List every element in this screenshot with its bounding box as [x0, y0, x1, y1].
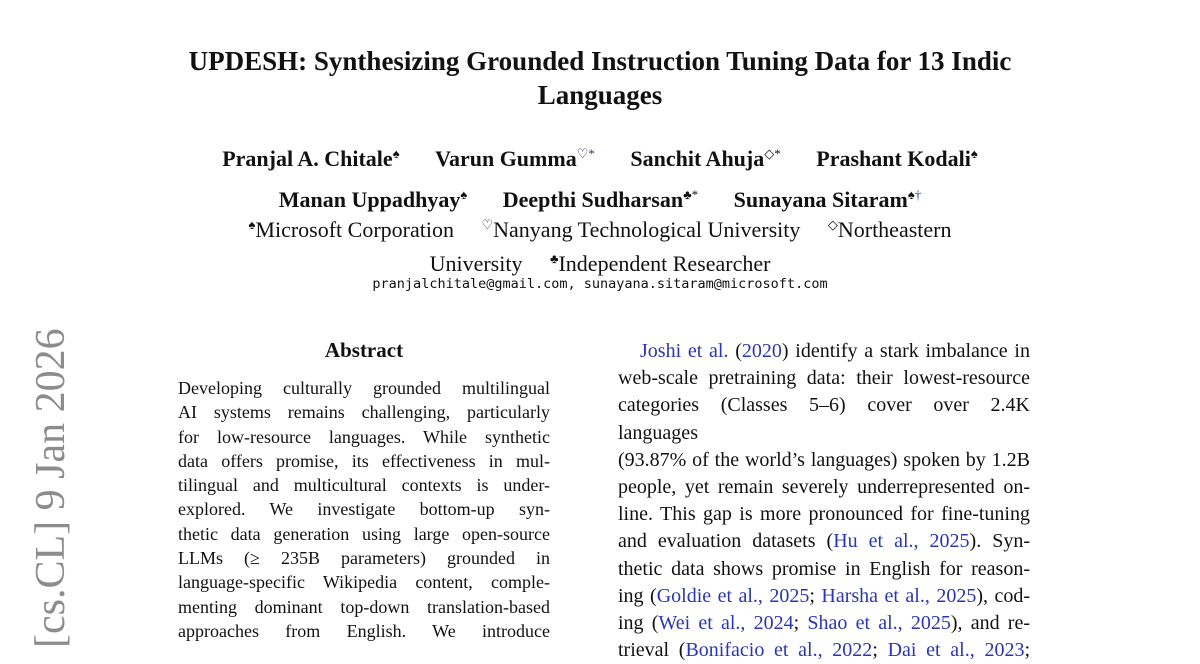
abstract-line: AI systems remains challenging, particularly [178, 402, 550, 423]
introduction-body [618, 338, 1030, 664]
author-name: Sanchit Ahuja [630, 146, 765, 171]
intro-line: ing (Wei et al., 2024; Shao et al., 2025), and re- [618, 612, 1030, 635]
affiliation-mark: ♠ [460, 187, 468, 202]
citation-link[interactable]: Hu et al., 2025 [833, 530, 970, 553]
affiliation-ntu [482, 210, 801, 244]
abstract-line: menting dominant top-down translation-based [178, 596, 550, 617]
abstract-line: tilingual and multicultural contexts is under- [178, 475, 550, 496]
abstract-line: LLMs (≥ 235B parameters) grounded in [178, 548, 550, 569]
citation-link[interactable]: Harsha et al., 2025 [821, 584, 977, 607]
affiliation-northeastern [828, 210, 952, 244]
affiliation-mark: ♠ [392, 146, 400, 161]
author-name: Deepthi Sudharsan [502, 187, 684, 212]
affiliation-name: Microsoft Corporation [255, 217, 454, 242]
intro-line: and evaluation datasets (Hu et al., 2025). Syn- [618, 530, 1031, 553]
author-emails[interactable]: pranjalchitale@gmail.com, sunayana.sitaram@microsoft.com [372, 276, 828, 292]
affiliation-mark: ♣* [683, 187, 699, 202]
author-list [140, 136, 1060, 218]
affiliation-name: Independent Researcher [558, 251, 771, 276]
abstract-line: language-specific Wikipedia content, comple- [178, 572, 550, 593]
citation-year-link[interactable]: 2020 [741, 340, 782, 362]
author-name: Manan Uppadhyay [278, 187, 461, 212]
intro-line: categories (Classes 5–6) cover over 2.4K languages [618, 394, 1030, 444]
intro-line: trieval (Bonifacio et al., 2022; Dai et al., 2023; [618, 639, 1030, 662]
author-gumma [435, 136, 595, 177]
citation-link[interactable]: Bonifacio et al., 2022 [685, 639, 873, 662]
intro-line: people, yet remain severely underrepresented on- [618, 476, 1030, 499]
abstract-line: explored. We investigate bottom-up syn- [178, 499, 550, 520]
abstract-body [178, 376, 550, 643]
affiliation-mark: ♡ [481, 217, 494, 232]
author-chitale [222, 136, 399, 177]
affiliation-microsoft [249, 210, 455, 244]
intro-line: line. This gap is more pronounced for fine-tuning [618, 503, 1030, 526]
affiliation-mark: ♡* [576, 146, 595, 161]
author-name: Prashant Kodali [816, 146, 971, 171]
intro-line: Joshi et al. (2020) identify a stark imbalance in [640, 340, 1030, 362]
abstract-line: data offers promise, its effectiveness in mul- [178, 450, 550, 471]
intro-line: web-scale pretraining data: their lowest-resource [618, 367, 1030, 390]
affiliation-mark: ◇* [764, 146, 781, 161]
abstract-line: thetic data generation using large open-source [178, 523, 550, 544]
title-line-1: UPDESH: Synthesizing Grounded Instruction Tuning Data for 13 Indic [188, 46, 1012, 76]
author-kodali [816, 136, 978, 177]
intro-line: ing (Goldie et al., 2025; Harsha et al., 2025), cod- [618, 584, 1030, 607]
affiliation-independent [550, 244, 770, 278]
author-name: Pranjal A. Chitale [222, 146, 393, 171]
title-line-2: Languages [537, 80, 663, 110]
citation-link[interactable]: Shao et al., 2025 [807, 612, 951, 635]
citation-link[interactable]: Dai et al., 2023 [887, 639, 1025, 662]
affiliation-line-1 [140, 210, 1060, 244]
affiliation-mark: ♠ [970, 146, 978, 161]
affiliation-northeastern-cont [430, 249, 523, 278]
citation-link[interactable]: Goldie et al., 2025 [656, 584, 810, 607]
citation-link[interactable]: Wei et al., 2024 [658, 612, 794, 635]
affiliation-mark: ♠ [248, 217, 256, 232]
intro-line: (93.87% of the world’s languages) spoken by 1.2B [618, 448, 1030, 471]
author-row-1 [140, 136, 1060, 177]
citation-link[interactable]: Joshi et al. [640, 340, 729, 362]
abstract-heading: Abstract [324, 338, 404, 362]
affiliation-mark: ◇ [827, 217, 838, 232]
affiliation-name: Nanyang Technological University [493, 217, 801, 242]
affiliation-list [140, 210, 1060, 278]
author-name: Varun Gumma [435, 146, 577, 171]
abstract-line: for low-resource languages. While synthetic [178, 426, 550, 447]
paper-title [140, 44, 1060, 112]
arxiv-stamp: [cs.CL] 9 Jan 2026 [28, 328, 74, 648]
affiliation-name: Northeastern [837, 217, 952, 242]
affiliation-mark: ♣ [549, 251, 559, 266]
abstract-line: approaches from English. We introduce [178, 620, 550, 641]
affiliation-name: University [429, 251, 523, 276]
intro-line: thetic data shows promise in English for reason- [618, 557, 1030, 580]
abstract-line: Developing culturally grounded multilingual [178, 378, 550, 398]
affiliation-mark: ♠† [907, 187, 922, 202]
author-ahuja [630, 136, 780, 177]
affiliation-line-2 [140, 244, 1060, 278]
author-name: Sunayana Sitaram [733, 187, 908, 212]
